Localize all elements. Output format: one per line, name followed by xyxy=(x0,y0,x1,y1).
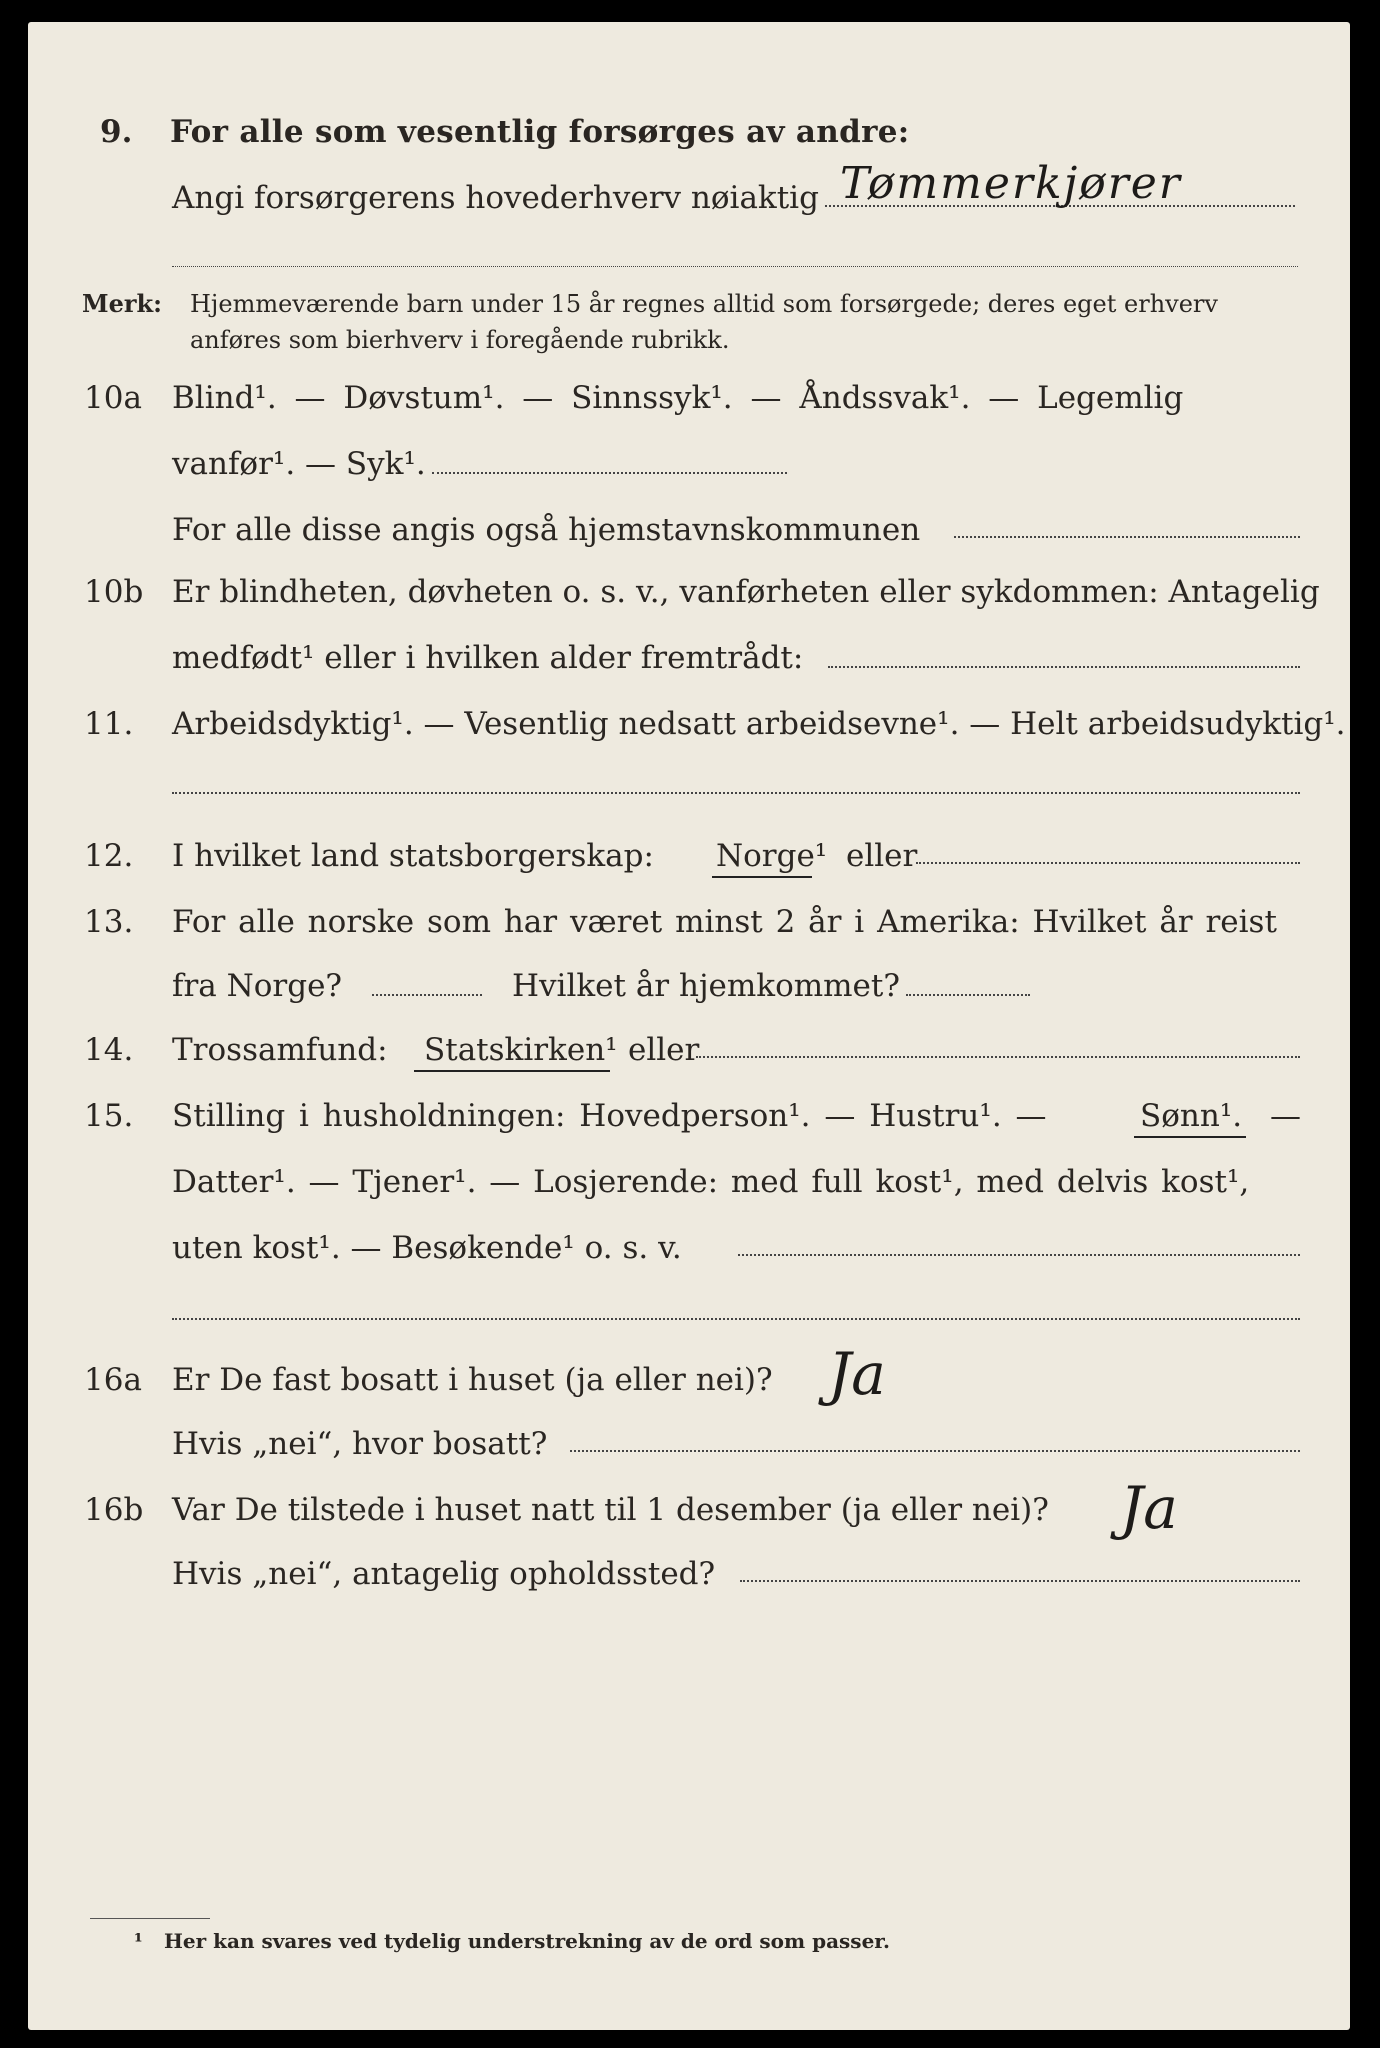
q16a-handwritten-answer: Ja xyxy=(828,1340,886,1408)
merk-line1: Hjemmeværende barn under 15 år regnes alltid som forsørgede; deres eget erhverv xyxy=(190,290,1218,318)
q15-dash: — xyxy=(1270,1098,1301,1134)
q12-option-norge: Norge¹ xyxy=(716,838,828,874)
q14-number: 14. xyxy=(84,1032,134,1068)
q16a-line2: Hvis „nei“, hvor bosatt? xyxy=(172,1426,548,1462)
q14-option-statskirken: Statskirken¹ xyxy=(424,1032,618,1068)
q15-line2: Datter¹. — Tjener¹. — Losjerende: med full kost¹, med delvis kost¹, xyxy=(172,1164,1250,1200)
q13-reist-line xyxy=(372,994,482,996)
q14-answer-line xyxy=(696,1056,1300,1058)
q10a-line2: vanfør¹. — Syk¹. xyxy=(172,446,426,482)
q9-line2: Angi forsørgerens hovederhverv nøiaktig xyxy=(172,180,819,216)
q10a-syk-line xyxy=(432,472,787,474)
q16b-line2: Hvis „nei“, antagelig opholdssted? xyxy=(172,1556,716,1592)
q15-answer-line xyxy=(738,1254,1300,1256)
q11-line1: Arbeidsdyktig¹. — Vesentlig nedsatt arbeidsevne¹. — Helt arbeidsudyktig¹. xyxy=(172,706,1346,742)
q16b-answer-line xyxy=(740,1580,1300,1582)
q10b-number: 10b xyxy=(84,574,144,610)
q12-answer-line xyxy=(916,862,1300,864)
q11-answer-line xyxy=(172,792,1300,794)
q13-line1: For alle norske som har været minst 2 år i Amerika: Hvilket år reist xyxy=(172,904,1277,940)
footnote-text: Her kan svares ved tydelig understrekning av de ord som passer. xyxy=(164,1929,890,1953)
q14-label: Trossamfund: xyxy=(172,1032,388,1068)
q15-sonn-underline xyxy=(1134,1136,1246,1138)
q16b-line1: Var De tilstede i huset natt til 1 desember (ja eller nei)? xyxy=(172,1492,1049,1528)
merk-line2: anføres som bierhverv i foregående rubrikk. xyxy=(190,326,730,354)
q16b-handwritten-answer: Ja xyxy=(1120,1474,1178,1542)
q15-option-sonn: Sønn¹. xyxy=(1140,1098,1243,1134)
q10b-answer-line xyxy=(828,666,1300,668)
q13-line2-b: Hvilket år hjemkommet? xyxy=(512,968,900,1004)
q9-line1: For alle som vesentlig forsørges av andre: xyxy=(170,114,910,150)
q12-norge-underline xyxy=(712,876,812,878)
q10a-number: 10a xyxy=(84,380,142,416)
merk-label: Merk: xyxy=(82,289,162,318)
q10a-hjemstavn-line xyxy=(954,536,1300,538)
q16a-answer-line xyxy=(570,1450,1300,1452)
q12-number: 12. xyxy=(84,838,134,874)
q12-eller: eller xyxy=(846,838,918,874)
footnote-mark: ¹ xyxy=(134,1929,143,1953)
q10a-line3: For alle disse angis også hjemstavnskommunen xyxy=(172,512,921,548)
q13-line2-a: fra Norge? xyxy=(172,968,343,1004)
q11-number: 11. xyxy=(84,706,134,742)
q9-number: 9. xyxy=(100,114,133,150)
q9-handwritten-answer: Tømmerkjører xyxy=(840,158,1182,209)
q16a-number: 16a xyxy=(84,1362,142,1398)
q14-eller: eller xyxy=(628,1032,700,1068)
footnote-rule xyxy=(90,1918,210,1919)
q16a-line1: Er De fast bosatt i huset (ja eller nei)? xyxy=(172,1362,773,1398)
q15-number: 15. xyxy=(84,1098,134,1134)
q13-hjemkommet-line xyxy=(906,994,1030,996)
q13-number: 13. xyxy=(84,904,134,940)
q10a-line1: Blind¹. — Døvstum¹. — Sinnssyk¹. — Åndssvak¹. — Legemlig xyxy=(172,380,1184,416)
q15-line1-a: Stilling i husholdningen: Hovedperson¹. — Hustru¹. — xyxy=(172,1098,1047,1134)
q12-label: I hvilket land statsborgerskap: xyxy=(172,838,654,874)
section-divider xyxy=(172,266,1298,267)
q15-line3: uten kost¹. — Besøkende¹ o. s. v. xyxy=(172,1230,682,1266)
q10b-line2: medfødt¹ eller i hvilken alder fremtrådt: xyxy=(172,640,804,676)
q16b-number: 16b xyxy=(84,1492,144,1528)
q15-answer-line-2 xyxy=(172,1318,1300,1320)
q10b-line1: Er blindheten, døvheten o. s. v., vanførheten eller sykdommen: Antagelig xyxy=(172,574,1320,610)
q14-statskirken-underline xyxy=(414,1070,610,1072)
